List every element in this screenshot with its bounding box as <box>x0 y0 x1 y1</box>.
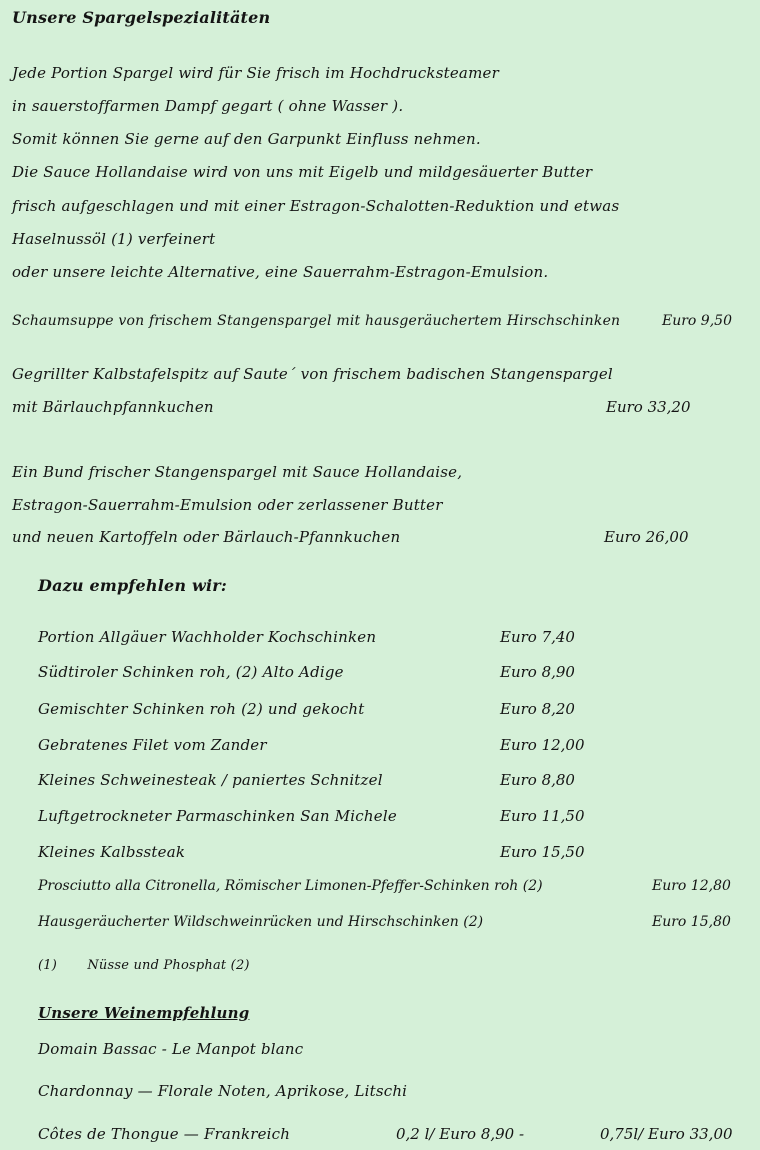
extra-item-price: Euro 7,40 <box>500 628 575 646</box>
extra-item-price: Euro 12,00 <box>500 736 585 754</box>
dish-soup-price: Euro 9,50 <box>662 313 732 329</box>
extra-item-price: Euro 15,80 <box>652 914 731 930</box>
extra-item-price: Euro 8,80 <box>500 771 575 789</box>
dish-tafelspitz-name: Gegrillter Kalbstafelspitz auf Saute´ von frischem badischen Stangenspargel <box>12 365 613 383</box>
intro-line: Jede Portion Spargel wird für Sie frisch im Hochdrucksteamer <box>12 64 499 82</box>
extra-item-price: Euro 8,20 <box>500 700 575 718</box>
extra-item-price: Euro 11,50 <box>500 807 585 825</box>
intro-line: in sauerstoffarmen Dampf gegart ( ohne Wasser ). <box>12 97 404 115</box>
wine-notes: Chardonnay — Florale Noten, Aprikose, Litschi <box>38 1082 408 1100</box>
extra-item-price: Euro 15,50 <box>500 843 585 861</box>
dish-tafelspitz-price: Euro 33,20 <box>606 398 691 416</box>
extra-item-price: Euro 12,80 <box>652 878 731 894</box>
wine-name: Domain Bassac - Le Manpot blanc <box>38 1040 304 1058</box>
page-title: Unsere Spargelspezialitäten <box>12 8 271 27</box>
dish-soup-name: Schaumsuppe von frischem Stangenspargel mit hausgeräuchertem Hirschschinken <box>12 313 621 329</box>
intro-line: Die Sauce Hollandaise wird von uns mit Eigelb und mildgesäuerter Butter <box>12 163 593 181</box>
intro-line: Haselnussöl (1) verfeinert <box>12 230 216 248</box>
dish-spargel-name: und neuen Kartoffeln oder Bärlauch-Pfannkuchen <box>12 528 401 546</box>
wine-origin: Côtes de Thongue — Frankreich <box>38 1125 291 1143</box>
extra-item-name: Portion Allgäuer Wachholder Kochschinken <box>38 628 377 646</box>
dish-spargel-name: Ein Bund frischer Stangenspargel mit Sauce Hollandaise, <box>12 463 463 481</box>
extra-item-name: Südtiroler Schinken roh, (2) Alto Adige <box>38 663 344 681</box>
wine-heading: Unsere Weinempfehlung <box>38 1004 250 1022</box>
extra-item-name: Kleines Kalbssteak <box>38 843 186 861</box>
dish-spargel-name: Estragon-Sauerrahm-Emulsion oder zerlassener Butter <box>12 496 443 514</box>
intro-line: frisch aufgeschlagen und mit einer Estragon-Schalotten-Reduktion und etwas <box>12 197 620 215</box>
recommend-heading: Dazu empfehlen wir: <box>38 576 227 595</box>
dish-tafelspitz-name: mit Bärlauchpfannkuchen <box>12 398 214 416</box>
dish-spargel-price: Euro 26,00 <box>604 528 689 546</box>
extra-item-price: Euro 8,90 <box>500 663 575 681</box>
extra-item-name: Hausgeräucherter Wildschweinrücken und Hirschschinken (2) <box>38 914 484 930</box>
wine-bottle-price: 0,75l/ Euro 33,00 <box>600 1125 733 1143</box>
intro-line: oder unsere leichte Alternative, eine Sauerrahm-Estragon-Emulsion. <box>12 263 549 281</box>
allergen-footnote: (1) Nüsse und Phosphat (2) <box>38 958 250 973</box>
wine-glass-price: 0,2 l/ Euro 8,90 - <box>396 1125 525 1143</box>
extra-item-name: Kleines Schweinesteak / paniertes Schnitzel <box>38 771 383 789</box>
intro-line: Somit können Sie gerne auf den Garpunkt Einfluss nehmen. <box>12 130 481 148</box>
extra-item-name: Luftgetrockneter Parmaschinken San Michele <box>38 807 397 825</box>
extra-item-name: Gebratenes Filet vom Zander <box>38 736 267 754</box>
extra-item-name: Gemischter Schinken roh (2) und gekocht <box>38 700 365 718</box>
extra-item-name: Prosciutto alla Citronella, Römischer Limonen-Pfeffer-Schinken roh (2) <box>38 878 543 894</box>
